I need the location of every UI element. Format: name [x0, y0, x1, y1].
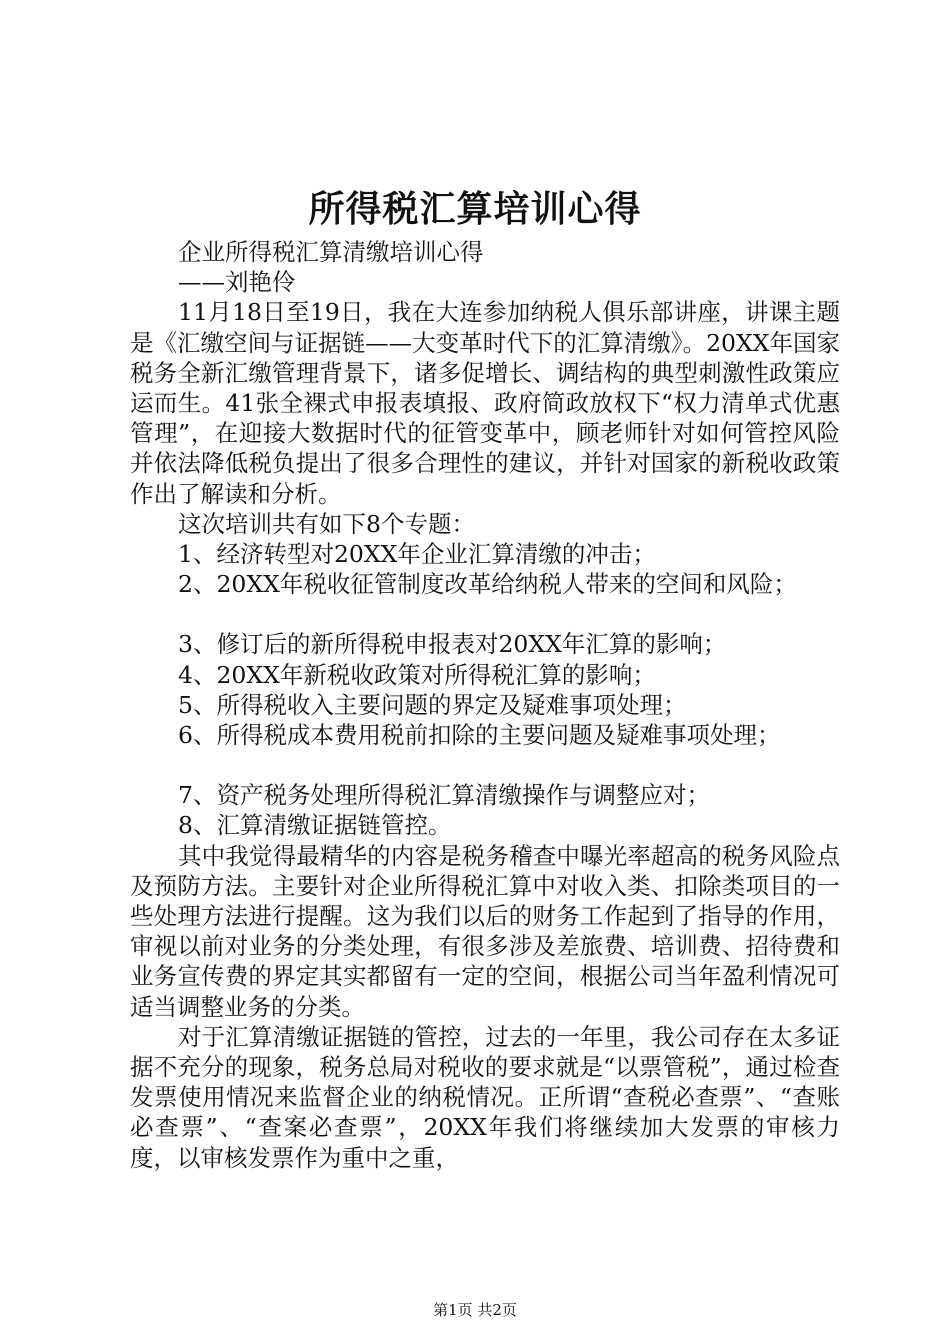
document-body [130, 237, 840, 1173]
topic-item: 5、所得税收入主要问题的界定及疑难事项处理； [178, 690, 687, 719]
risk-paragraph: 其中我觉得最精华的内容是税务稽查中曝光率超高的税务风险点及预防方法。主要针对企业所得税汇算中对收入类、扣除类项目的一些处理方法进行提醒。这为我们以后的财务工作起到了指导的作用，审视以前对业务的分类处理，有很多涉及差旅费、培训费、招待费和业务宣传费的界定其实都留有一定的空间，根据公司当年盈利情况可适当调整业务的分类。 [130, 841, 840, 1021]
document-author: ——刘艳伶 [178, 268, 296, 297]
topic-item: 6、所得税成本费用税前扣除的主要问题及疑难事项处理； [178, 721, 781, 750]
document-title: 所得税汇算培训心得 [308, 188, 642, 230]
topic-item: 8、汇算清缴证据链管控。 [178, 811, 452, 840]
evidence-paragraph: 对于汇算清缴证据链的管控，过去的一年里，我公司存在太多证据不充分的现象，税务总局对税收的要求就是“以票管税”，通过检查发票使用情况来监督企业的纳税情况。正所谓“查税必查票”、“查账必查票”、“查案必查票”，20XX年我们将继续加大发票的审核力度，以审核发票作为重中之重， [130, 1022, 840, 1172]
topic-item: 2、20XX年税收征管制度改革给纳税人带来的空间和风险； [178, 570, 797, 599]
page-footer: 第1页 共2页 [433, 1301, 517, 1319]
topic-item: 3、修订后的新所得税申报表对20XX年汇算的影响； [178, 630, 727, 659]
topics-intro: 这次培训共有如下8个专题： [178, 509, 475, 538]
document-subtitle: 企业所得税汇算清缴培训心得 [178, 238, 484, 266]
topic-item: 1、经济转型对20XX年企业汇算清缴的冲击； [178, 540, 656, 569]
intro-paragraph: 11月18日至19日，我在大连参加纳税人俱乐部讲座，讲课主题是《汇缴空间与证据链——大变革时代下的汇算清缴》。20XX年国家税务全新汇缴管理背景下，诸多促增长、调结构的典型刺激性政策应运而生。41张全裸式申报表填报、政府简政放权下“权力清单式优惠管理”，在迎接大数据时代的征管变革中，顾老师针对如何管控风险并依法降低税负提出了很多合理性的建议，并针对国家的新税收政策作出了解读和分析。 [130, 298, 840, 508]
topic-item: 4、20XX年新税收政策对所得税汇算的影响； [178, 660, 656, 689]
topic-item: 7、资产税务处理所得税汇算清缴操作与调整应对； [178, 781, 710, 810]
